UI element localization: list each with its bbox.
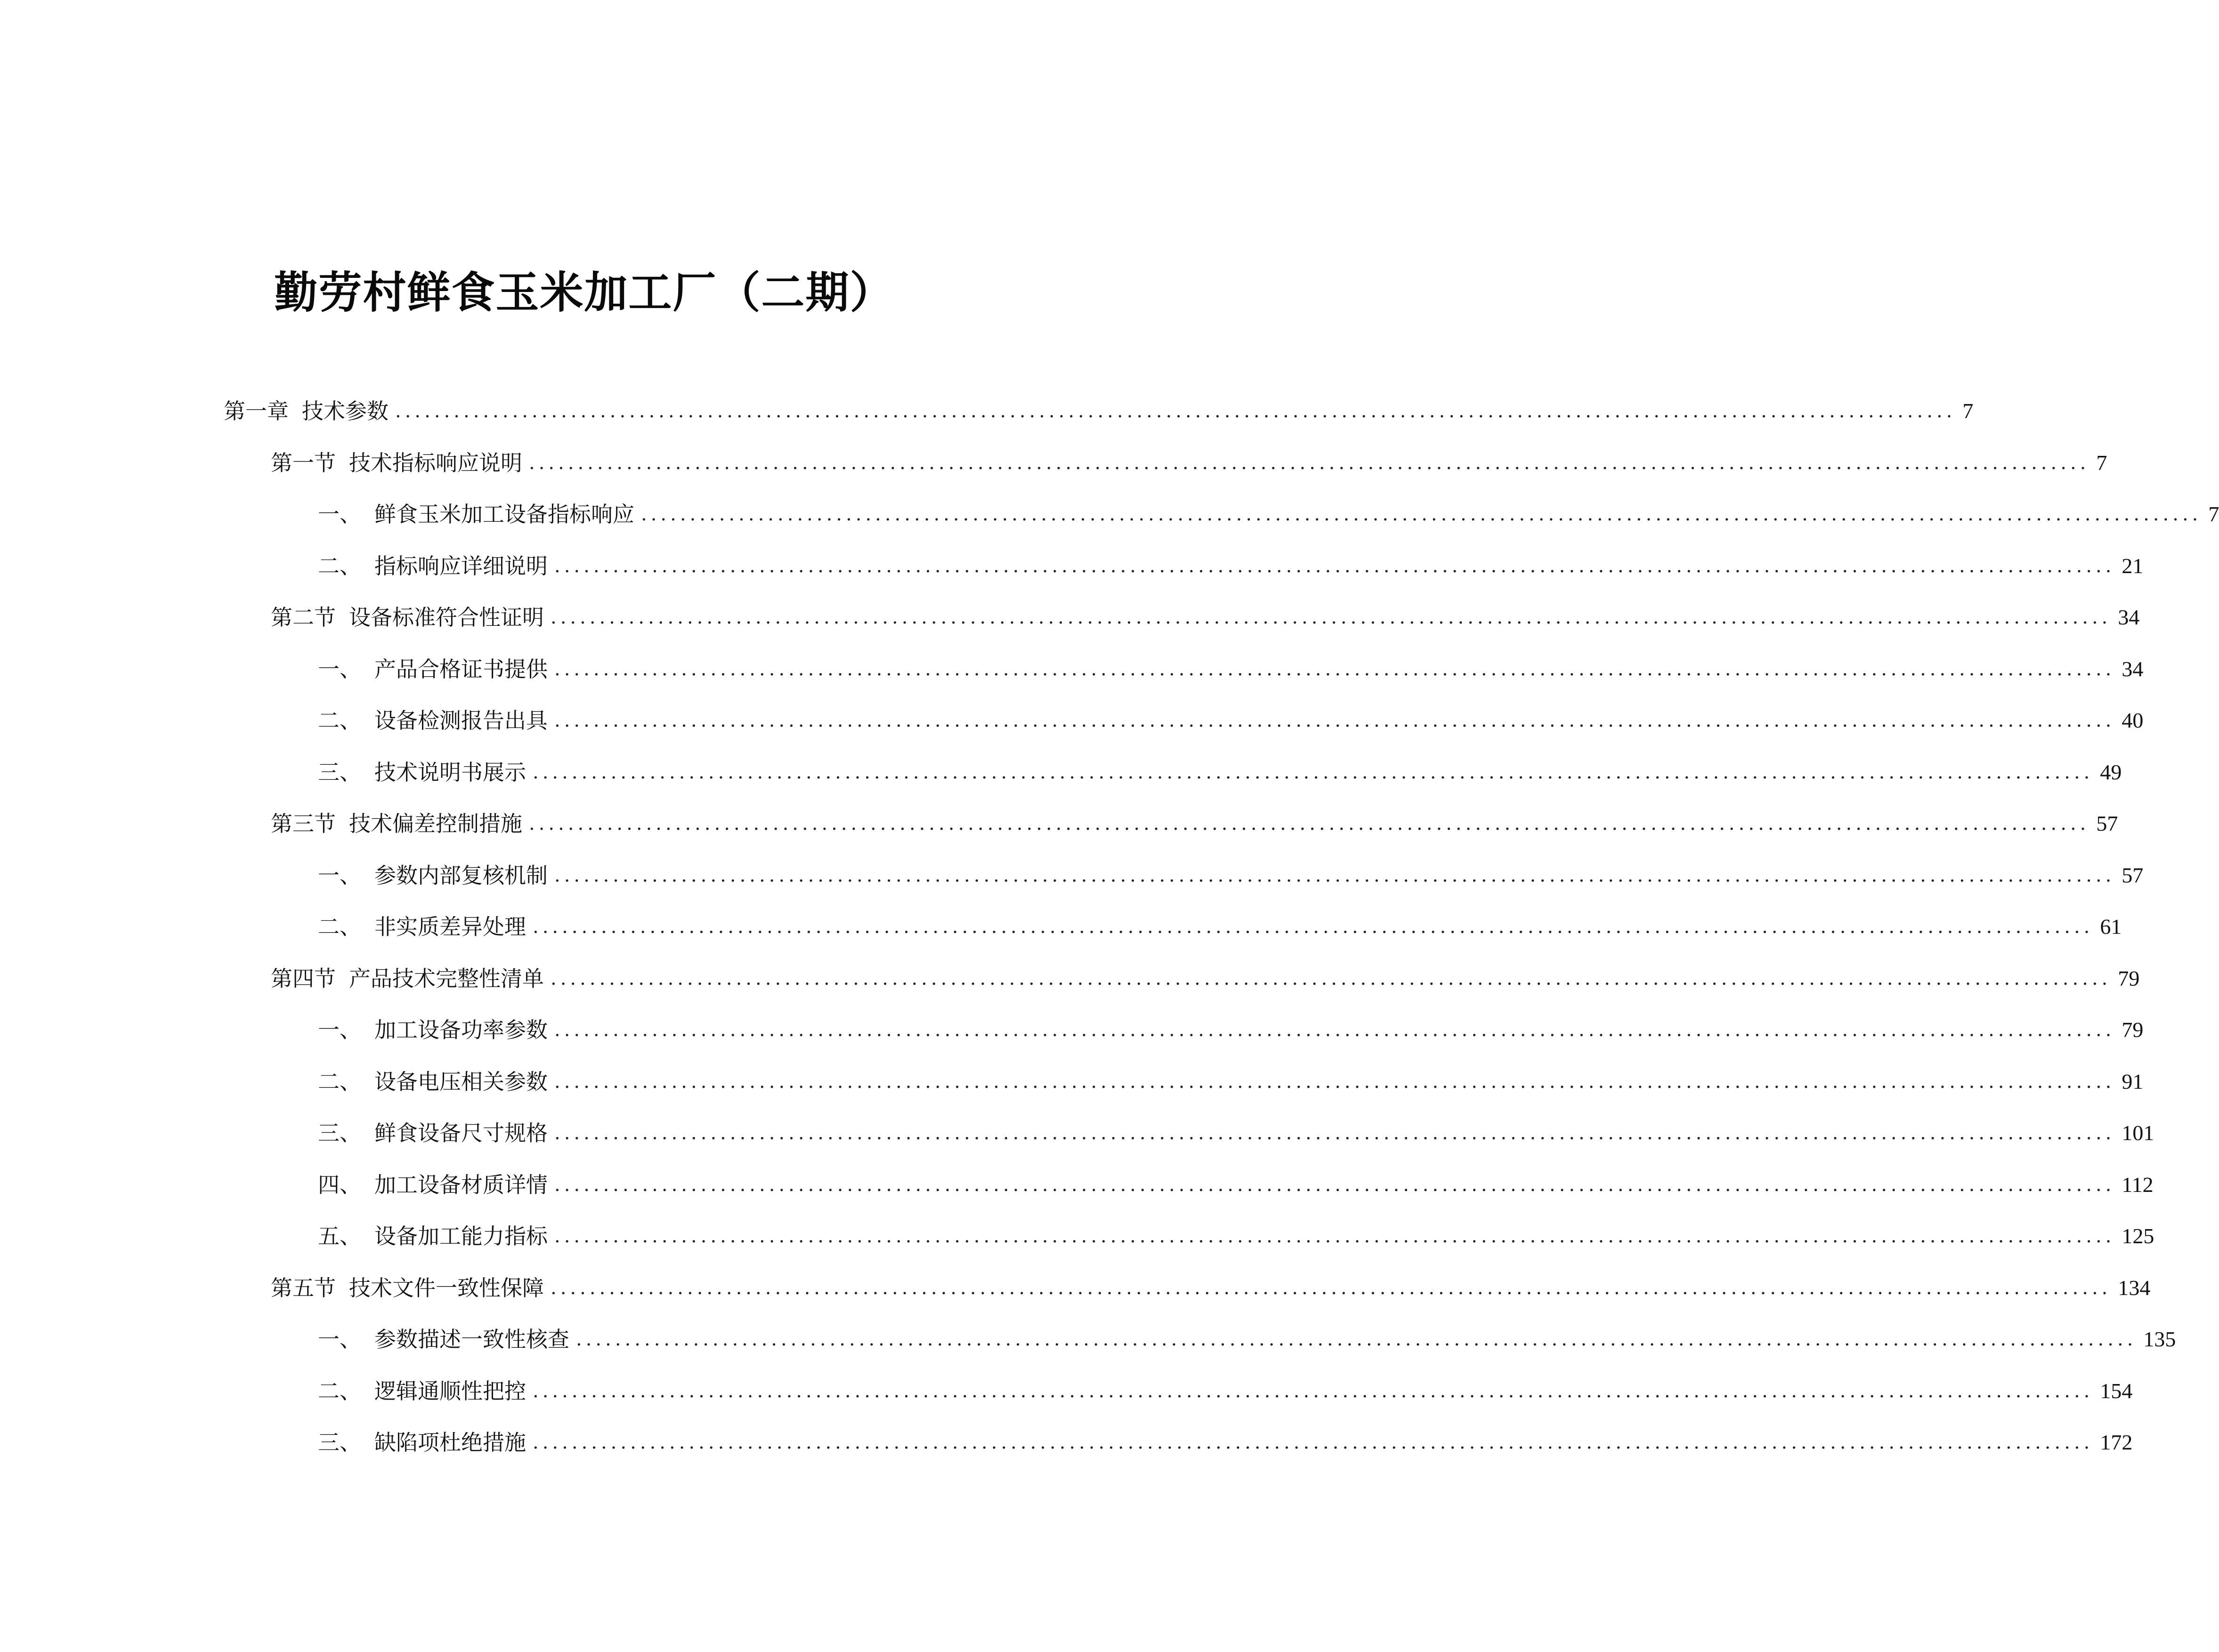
- toc-entry-number: 一、: [318, 656, 361, 682]
- toc-dot-leader: ................................................................................................................................................................: [533, 1380, 2094, 1402]
- toc-entry-number: 二、: [318, 708, 361, 733]
- toc-dot-leader: ................................................................................................................................................................: [554, 555, 2115, 577]
- toc-dot-leader: ................................................................................................................................................................: [554, 865, 2115, 886]
- toc-entry[interactable]: [271, 962, 2140, 995]
- toc-entry-number: 一、: [318, 1327, 361, 1352]
- toc-entry-label: 指标响应详细说明: [374, 553, 548, 579]
- toc-entry-number: 二、: [318, 914, 361, 939]
- toc-entry[interactable]: [271, 807, 2118, 840]
- toc-entry-page-number: 61: [2100, 915, 2122, 939]
- toc-entry-label: 产品合格证书提供: [374, 656, 548, 682]
- toc-entry-page-number: 154: [2100, 1379, 2133, 1403]
- toc-entry-number: 第二节: [271, 605, 336, 630]
- document-title: 勤劳村鲜食玉米加工厂（二期）: [274, 267, 894, 318]
- toc-entry-page-number: 101: [2122, 1121, 2154, 1145]
- toc-entry-page-number: 134: [2118, 1276, 2151, 1300]
- toc-entry[interactable]: [318, 756, 2122, 789]
- toc-entry-label: 参数描述一致性核查: [374, 1327, 569, 1352]
- toc-entry[interactable]: [318, 1013, 2144, 1046]
- toc-entry-number: 二、: [318, 1378, 361, 1404]
- toc-entry-number: 第五节: [271, 1275, 336, 1301]
- toc-dot-leader: ................................................................................................................................................................: [576, 1328, 2137, 1350]
- toc-entry-label: 技术说明书展示: [374, 760, 526, 785]
- toc-dot-leader: ................................................................................................................................................................: [529, 452, 2090, 474]
- toc-entry-label: 设备电压相关参数: [374, 1069, 548, 1094]
- toc-entry[interactable]: [318, 498, 2219, 531]
- toc-entry-number: 一、: [318, 863, 361, 888]
- toc-entry[interactable]: [318, 859, 2144, 892]
- toc-entry[interactable]: [318, 910, 2122, 943]
- toc-entry-number: 第一章: [224, 398, 289, 424]
- toc-entry[interactable]: [224, 395, 1974, 428]
- toc-dot-leader: ................................................................................................................................................................: [554, 658, 2115, 680]
- toc-entry-label: 加工设备功率参数: [374, 1017, 548, 1043]
- toc-entry-page-number: 7: [1962, 399, 1974, 423]
- toc-dot-leader: ................................................................................................................................................................: [554, 710, 2115, 731]
- toc-dot-leader: ................................................................................................................................................................: [554, 1174, 2115, 1196]
- toc-entry-label: 鲜食设备尺寸规格: [374, 1120, 548, 1146]
- toc-dot-leader: ................................................................................................................................................................: [533, 1432, 2094, 1453]
- toc-entry[interactable]: [318, 1323, 2176, 1356]
- toc-entry-label: 逻辑通顺性把控: [374, 1378, 526, 1404]
- toc-entry-page-number: 79: [2122, 1018, 2144, 1042]
- toc-entry-number: 三、: [318, 760, 361, 785]
- toc-entry[interactable]: [318, 1065, 2144, 1098]
- toc-entry-number: 四、: [318, 1172, 361, 1198]
- toc-entry[interactable]: [271, 446, 2107, 479]
- toc-entry[interactable]: [318, 653, 2144, 686]
- toc-entry-page-number: 34: [2118, 605, 2140, 629]
- toc-entry-page-number: 7: [2208, 502, 2219, 526]
- toc-entry[interactable]: [271, 1271, 2151, 1304]
- toc-dot-leader: ................................................................................................................................................................: [551, 607, 2112, 628]
- toc-entry[interactable]: [318, 1375, 2133, 1408]
- toc-entry[interactable]: [271, 601, 2140, 634]
- toc-entry-number: 三、: [318, 1120, 361, 1146]
- toc-entry-page-number: 172: [2100, 1430, 2133, 1454]
- toc-entry-page-number: 91: [2122, 1069, 2144, 1093]
- toc-dot-leader: ................................................................................................................................................................: [641, 503, 2202, 525]
- toc-entry[interactable]: [318, 1117, 2154, 1150]
- toc-entry[interactable]: [318, 550, 2144, 583]
- toc-dot-leader: ................................................................................................................................................................: [554, 1071, 2115, 1093]
- toc-entry-label: 技术文件一致性保障: [349, 1275, 544, 1301]
- toc-dot-leader: ................................................................................................................................................................: [533, 761, 2094, 783]
- toc-entry-page-number: 135: [2143, 1327, 2176, 1351]
- toc-entry-label: 技术指标响应说明: [349, 450, 522, 476]
- toc-entry-label: 缺陷项杜绝措施: [374, 1430, 526, 1455]
- toc-entry-page-number: 57: [2096, 811, 2118, 835]
- toc-entry-label: 加工设备材质详情: [374, 1172, 548, 1198]
- toc-dot-leader: ................................................................................................................................................................: [529, 813, 2090, 834]
- toc-dot-leader: ................................................................................................................................................................: [533, 916, 2094, 938]
- toc-dot-leader: ................................................................................................................................................................: [551, 1277, 2112, 1299]
- toc-entry-number: 二、: [318, 553, 361, 579]
- toc-entry-number: 第四节: [271, 966, 336, 991]
- toc-entry-page-number: 125: [2122, 1224, 2154, 1248]
- toc-entry-page-number: 34: [2122, 657, 2144, 681]
- toc-entry-page-number: 57: [2122, 863, 2144, 887]
- toc-entry-page-number: 79: [2118, 966, 2140, 990]
- toc-dot-leader: ................................................................................................................................................................: [554, 1225, 2115, 1247]
- toc-entry-label: 产品技术完整性清单: [349, 966, 544, 991]
- toc-entry-label: 技术参数: [302, 398, 389, 424]
- toc-dot-leader: ................................................................................................................................................................: [554, 1122, 2115, 1144]
- toc-entry-label: 非实质差异处理: [374, 914, 526, 939]
- toc-entry[interactable]: [318, 1220, 2154, 1253]
- toc-entry-page-number: 21: [2122, 554, 2144, 578]
- toc-entry-page-number: 49: [2100, 760, 2122, 784]
- toc-entry-label: 技术偏差控制措施: [349, 811, 522, 836]
- toc-entry-number: 一、: [318, 502, 361, 527]
- toc-dot-leader: ................................................................................................................................................................: [554, 1019, 2115, 1041]
- toc-entry-label: 鲜食玉米加工设备指标响应: [374, 502, 634, 527]
- toc-entry-number: 二、: [318, 1069, 361, 1094]
- toc-dot-leader: ................................................................................................................................................................: [395, 400, 1956, 422]
- toc-entry-label: 设备标准符合性证明: [349, 605, 544, 630]
- toc-entry-page-number: 40: [2122, 708, 2144, 732]
- toc-entry[interactable]: [318, 1426, 2133, 1459]
- toc-entry-label: 设备加工能力指标: [374, 1223, 548, 1249]
- toc-entry-number: 三、: [318, 1430, 361, 1455]
- toc-entry-label: 参数内部复核机制: [374, 863, 548, 888]
- toc-entry-page-number: 112: [2122, 1173, 2154, 1197]
- toc-entry-page-number: 7: [2096, 451, 2107, 475]
- toc-entry-number: 第三节: [271, 811, 336, 836]
- toc-entry-number: 一、: [318, 1017, 361, 1043]
- toc-entry[interactable]: [318, 1168, 2154, 1201]
- toc-entry[interactable]: [318, 704, 2144, 737]
- toc-dot-leader: ................................................................................................................................................................: [551, 968, 2112, 989]
- toc-entry-number: 第一节: [271, 450, 336, 476]
- toc-entry-label: 设备检测报告出具: [374, 708, 548, 733]
- toc-entry-number: 五、: [318, 1223, 361, 1249]
